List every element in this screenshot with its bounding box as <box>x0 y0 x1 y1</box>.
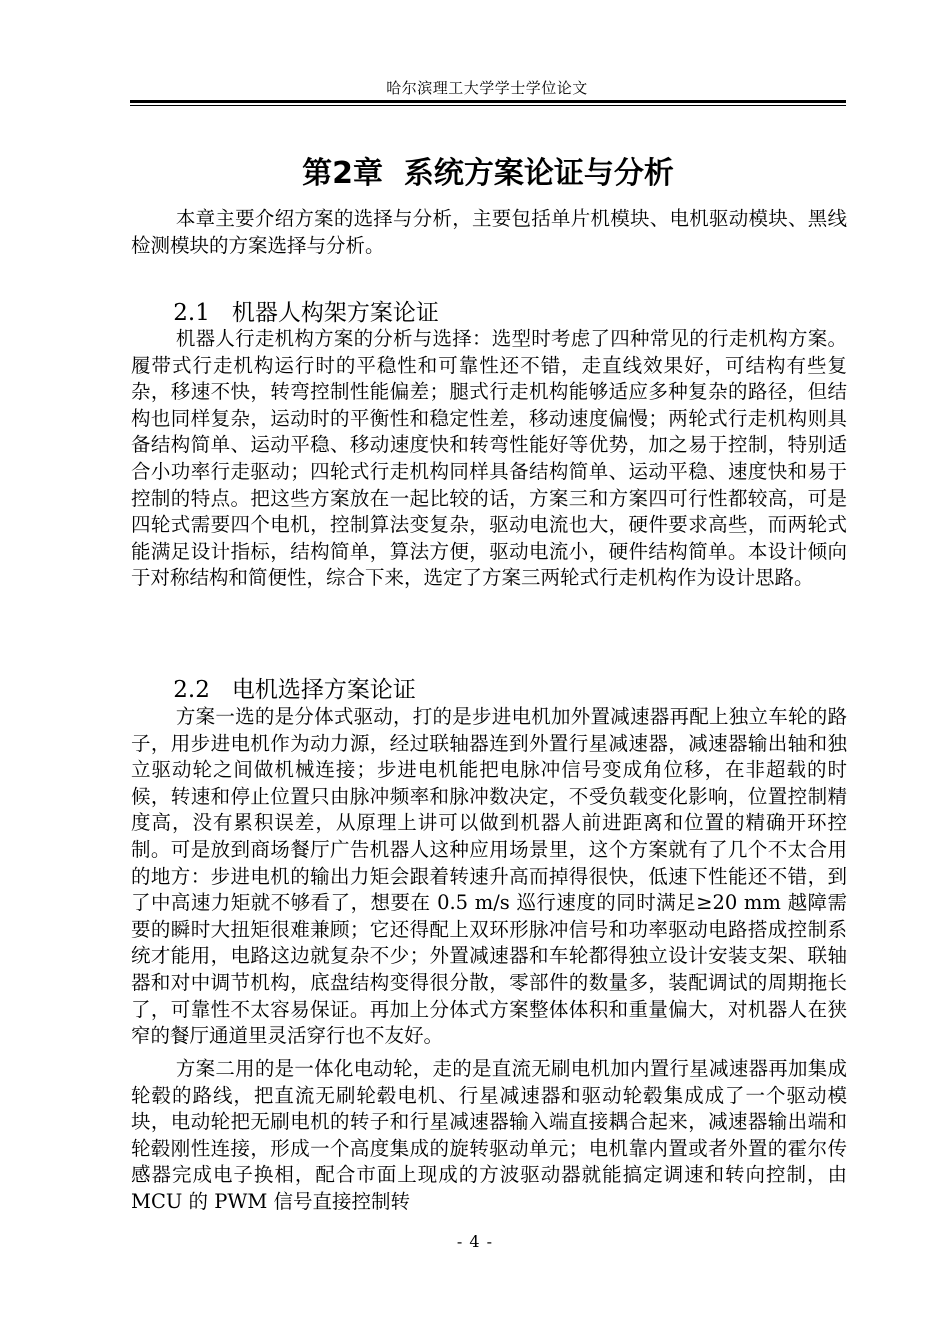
section-number: 2.1 <box>173 300 210 326</box>
page-number: - 4 - <box>456 1232 494 1251</box>
header-rule-thin <box>130 105 846 106</box>
running-header: 哈尔滨理工大学学士学位论文 <box>386 79 588 97</box>
section-title: 电机选择方案论证 <box>231 677 416 703</box>
intro-paragraph: 本章主要介绍方案的选择与分析，主要包括单片机模块、电机驱动模块、黑线检测模块的方案选择与分析。 <box>131 207 847 257</box>
section-2-1-paragraph: 机器人行走机构方案的分析与选择：选型时考虑了四种常见的行走机构方案。履带式行走机构运行时的平稳性和可靠性还不错，走直线效果好，可结构有些复杂，移速不快，转弯控制性能偏差；腿式行走机构能够适应多种复杂的路径，但结构也同样复杂，运动时的平衡性和稳定性差，移动速度偏慢；两轮式行走机构则具备结构简单、运动平稳、移动速度快和转弯性能好等优势，加之易于控制，特别适合小功率行走驱动；四轮式行走机构同样具备结构简单、运动平稳、速度快和易于控制的特点。把这些方案放在一起比较的话，方案三和方案四可行性都较高，可是四轮式需要四个电机，控制算法变复杂，驱动电流也大，硬件要求高些，而两轮式能满足设计指标，结构简单，算法方便，驱动电流小，硬件结构简单。本设计倾向于对称结构和简便性，综合下来，选定了方案三两轮式行走机构作为设计思路。 <box>131 327 847 590</box>
section-number: 2.2 <box>173 677 210 703</box>
section-2-2-paragraph-2: 方案二用的是一体化电动轮，走的是直流无刷电机加内置行星减速器再加集成轮毂的路线，把直流无刷轮毂电机、行星减速器和驱动轮毂集成成了一个驱动模块，电动轮把无刷电机的转子和行星减速器输入端直接耦合起来，减速器输出端和轮毂刚性连接，形成一个高度集成的旋转驱动单元；电机靠内置或者外置的霍尔传感器完成电子换相，配合市面上现成的方波驱动器就能搞定调速和转向控制，由 MCU 的 PWM 信号直接控制转 <box>131 1057 847 1213</box>
section-title: 机器人构架方案论证 <box>231 300 439 326</box>
section-2-2-paragraph-1: 方案一选的是分体式驱动，打的是步进电机加外置减速器再配上独立车轮的路子，用步进电机作为动力源，经过联轴器连到外置行星减速器，减速器输出轴和独立驱动轮之间做机械连接；步进电机能把电脉冲信号变成角位移，在非超载的时候，转速和停止位置只由脉冲频率和脉冲数决定，不受负载变化影响，位置控制精度高，没有累积误差，从原理上讲可以做到机器人前进距离和位置的精确开环控制。可是放到商场餐厅广告机器人这种应用场景里，这个方案就有了几个不太合用的地方：步进电机的输出力矩会跟着转速升高而掉得很快，低速下性能还不错，到了中高速力矩就不够看了，想要在 0.5 m/s 巡行速度的同时满足≥20 mm 越障需要的瞬时大扭矩很难兼顾；它还得配上双环形脉冲信号和功率驱动电路搭成控制系统才能用，电路这边就复杂不少；外置减速器和车轮都得独立设计安装支架、联轴器和对中调节机构，底盘结构变得很分散，零部件的数量多，装配调试的周期拖长了，可靠性不太容易保证。再加上分体式方案整体体积和重量偏大，对机器人在狭窄的餐厅通道里灵活穿行也不友好。 <box>131 705 847 1048</box>
header-rule-thick <box>130 100 846 103</box>
chapter-title: 第2章 系统方案论证与分析 <box>302 156 674 191</box>
